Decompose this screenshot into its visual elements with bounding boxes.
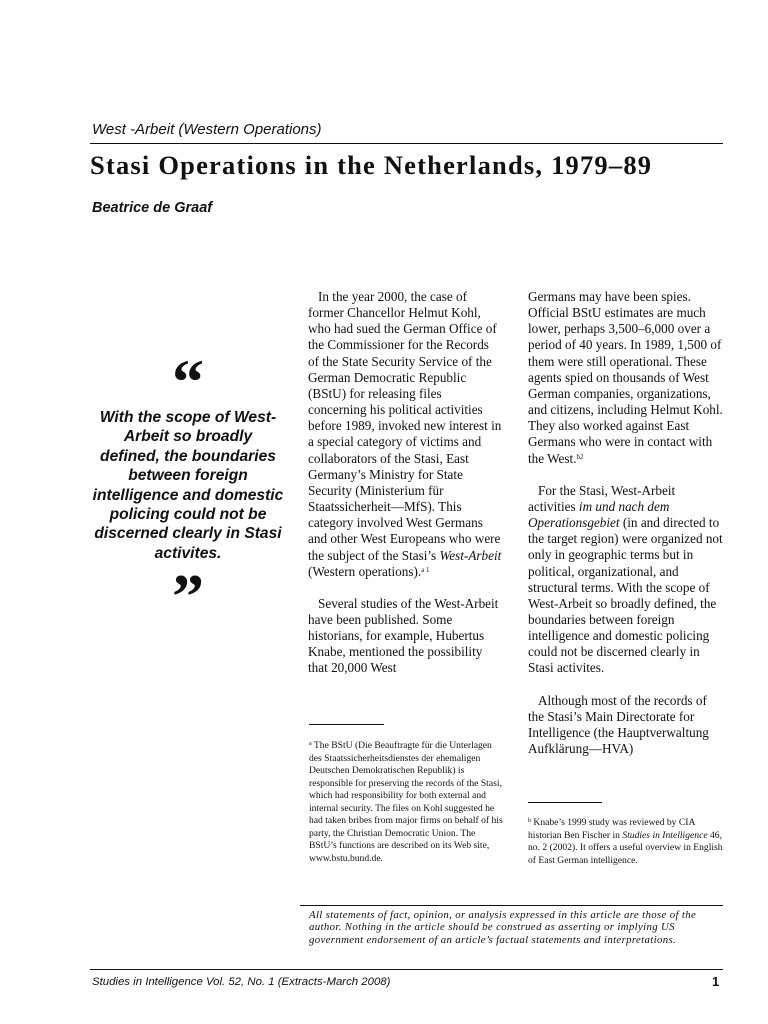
footnote-a: $^a$ The BStU (Die Beauftragte für die Unterlagen des Staatssicherheitsdienstes der ehemaligen Deutschen Demokratischen Republik) is responsible for preserving the records of the Stasi, which had responsibility for both external and internal security. The files on Kohl suggested he had taken bribes from major firms on behalf of his party, the Christian Democratic Union. The BStU’s functions are described on its Web site, www.bstu.bund.de. (309, 740, 503, 864)
footer-publication: Studies in Intelligence Vol. 52, No. 1 (Extracts-March 2008) (92, 976, 391, 988)
body-paragraph: Several studies of the West-Arbeit have been published. Some historians, for example, Hubertus Knabe, mentioned the possibility that 20,000 West (308, 595, 499, 676)
disclaimer-rule (300, 905, 723, 906)
italic-term: West-Arbeit (439, 547, 502, 563)
pull-quote (92, 346, 284, 633)
body-paragraph: In the year 2000, the case of former Chancellor Helmut Kohl, who had sued the German Office of the Commissioner for the Records of the State Security Service of the German Democratic Republic (BStU) for releasing files concerning his political activities before 1989, invoked new interest in a special category of victims and collaborators of the Stasi, East Germany’s Ministry for State Security (Ministerium für Staatssicherheit—MfS). This category involved West Germans and other West Europeans who were the subject of the Stasi’s West-Arbeit (Western operations).$^{a 1}$ (308, 289, 502, 579)
body-paragraph: For the Stasi, West-Arbeit activities im und nach dem Operationsgebiet (in and directed to the target region) were organized not only in geographic terms but in political, organizational, and structural terms. With the scope of West-Arbeit so broadly defined, the boundaries between foreign intelligence and domestic policing could not be discerned clearly in Stasi activites. (528, 482, 723, 676)
author-name: Beatrice de Graaf (92, 200, 213, 216)
disclaimer: All statements of fact, opinion, or analysis expressed in this article are those of the author. Nothing in the article should be construed as asserting or implying US government endorsement of an article’s factual statements and interpretations. (309, 909, 697, 946)
footer-rule (90, 969, 723, 970)
italic-term: Studies in Intelligence (622, 829, 708, 841)
footnote-mark: b (528, 818, 531, 824)
article-title: Stasi Operations in the Netherlands, 1979–89 (90, 150, 653, 180)
footnote-rule (309, 724, 384, 725)
pull-quote-text: With the scope of West-Arbeit so broadly defined, the boundaries between foreign intelligence and domestic policing could not be discerned clearly in Stasi activites. (92, 409, 284, 562)
open-quote-mark: “ (172, 346, 204, 417)
body-column-2 (528, 289, 726, 757)
body-paragraph: Germans may have been spies. Official BStU estimates are much lower, perhaps 3,500–6,000 over a period of 40 years. In 1989, 1,500 of them were still operational. These agents spied on thousands of West German companies, organizations, and citizens, including Helmut Kohl. They also worked against East Germans who were in contact with the West.$^{b2}$ (528, 289, 723, 466)
footnote-reference: b2 (576, 452, 584, 461)
body-paragraph: Although most of the records of the Stasi’s Main Directorate for Intelligence (the Hauptverwaltung Aufklärung—HVA) (528, 692, 709, 757)
footnote-b: $^b$ Knabe’s 1999 study was reviewed by CIA historian Ben Fischer in Studies in Intelligence 46, no. 2 (2002). It offers a useful overview in English of East German intelligence. (528, 817, 723, 866)
footnote-reference: a 1 (421, 565, 430, 574)
italic-term: im und nach dem Operationsgebiet (528, 498, 670, 531)
body-column-1 (308, 289, 502, 677)
close-quote-mark: ” (172, 561, 204, 633)
section-label: West -Arbeit (Western Operations) (92, 121, 322, 138)
footnote-mark: a (309, 741, 312, 747)
page-number: 1 (712, 974, 720, 989)
header-rule (90, 143, 723, 144)
footnote-rule (528, 802, 602, 803)
